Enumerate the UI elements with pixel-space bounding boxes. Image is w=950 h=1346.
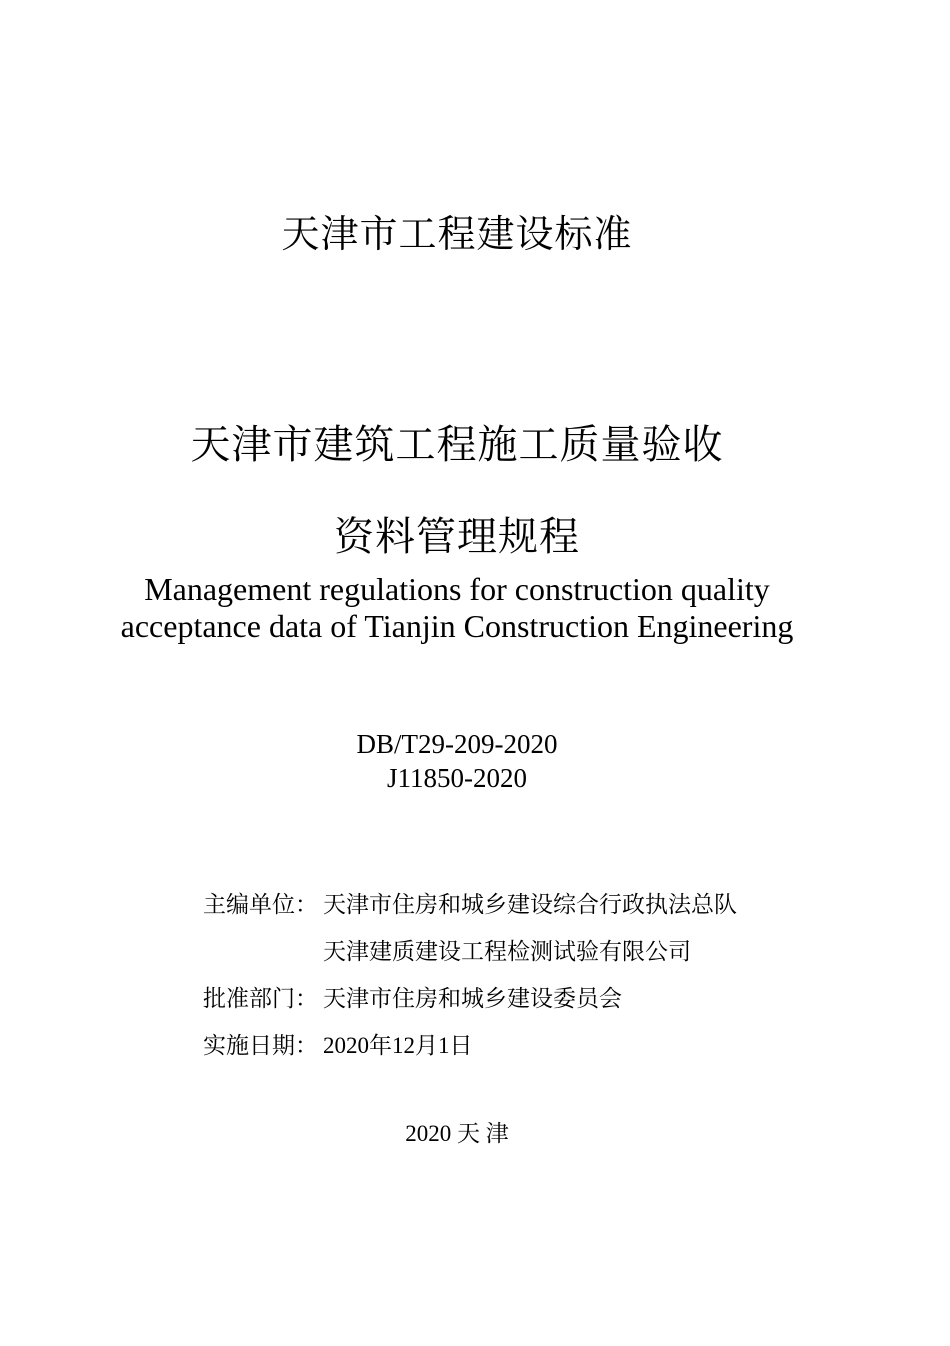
chief-editor-value-1: 天津市住房和城乡建设综合行政执法总队 — [323, 892, 737, 917]
effective-date-row — [203, 1031, 473, 1061]
approval-label: 批准部门： — [203, 986, 318, 1011]
chief-editor-row — [203, 890, 737, 920]
title-english-line-2: acceptance data of Tianjin Construction Engineering — [120, 608, 794, 644]
standard-code-j: J11850-2020 — [387, 763, 527, 793]
approval-row — [203, 984, 622, 1014]
approval-value: 天津市住房和城乡建设委员会 — [323, 986, 622, 1011]
chief-editor-value-2: 天津建质建设工程检测试验有限公司 — [323, 939, 691, 964]
effective-date-value: 2020年12月1日 — [323, 1033, 473, 1058]
title-english-line-1: Management regulations for construction quality — [144, 571, 770, 607]
publication-place-date: 2020 天 津 — [405, 1121, 509, 1146]
chief-editor-row-2 — [323, 937, 691, 967]
title-english — [0, 571, 932, 645]
chief-editor-label: 主编单位： — [203, 892, 318, 917]
standard-code-db: DB/T29-209-2020 — [356, 729, 558, 759]
title-chinese-line-1: 天津市建筑工程施工质量验收 — [190, 422, 724, 468]
standard-type-heading: 天津市工程建设标准 — [281, 212, 633, 256]
title-chinese-line-2: 资料管理规程 — [334, 514, 580, 560]
effective-date-label: 实施日期： — [203, 1033, 318, 1058]
